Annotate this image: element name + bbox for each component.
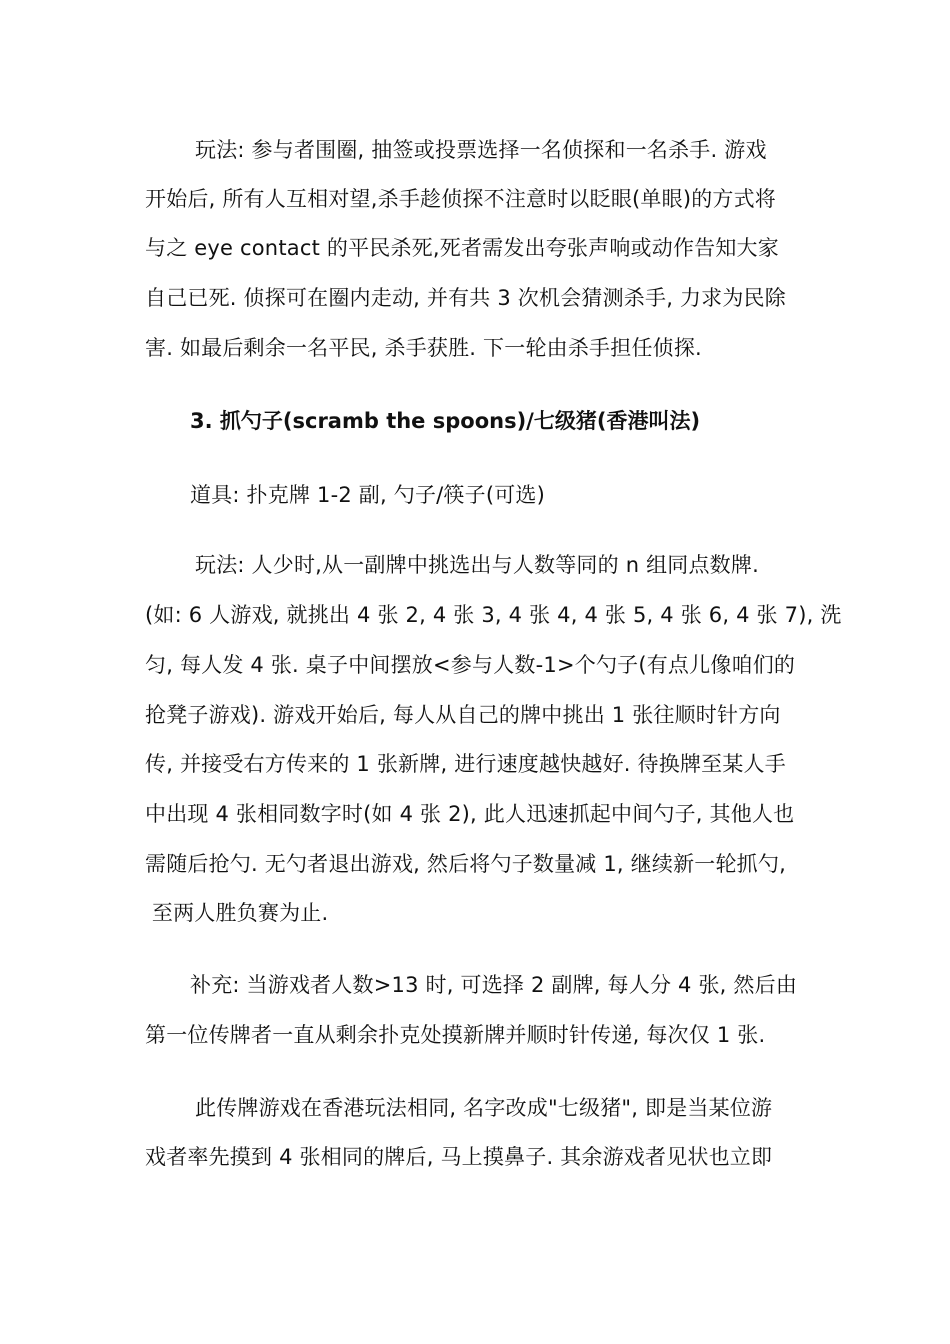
- paragraph-1-line-1: 玩法: 参与者围圈, 抽签或投票选择一名侦探和一名杀手. 游戏: [195, 138, 767, 162]
- section-heading: 3. 抓勺子(scramb the spoons)/七级猪(香港叫法): [190, 409, 701, 433]
- paragraph-1-line-5: 害. 如最后剩余一名平民, 杀手获胜. 下一轮由杀手担任侦探.: [145, 336, 702, 360]
- paragraph-5-line-2: 戏者率先摸到 4 张相同的牌后, 马上摸鼻子. 其余游戏者见状也立即: [145, 1145, 773, 1169]
- paragraph-3-line-7: 需随后抢勺. 无勺者退出游戏, 然后将勺子数量减 1, 继续新一轮抓勺,: [145, 852, 786, 876]
- paragraph-3-line-3: 匀, 每人发 4 张. 桌子中间摆放<参与人数-1>个勺子(有点儿像咱们的: [145, 653, 796, 677]
- paragraph-3-line-8: 至两人胜负赛为止.: [145, 901, 329, 925]
- paragraph-3-line-6: 中出现 4 张相同数字时(如 4 张 2), 此人迅速抓起中间勺子, 其他人也: [145, 802, 795, 826]
- paragraph-3-line-2: (如: 6 人游戏, 就挑出 4 张 2, 4 张 3, 4 张 4, 4 张 5, 4 张 6, 4 张 7), 洗: [145, 603, 842, 627]
- paragraph-1-line-4: 自己已死. 侦探可在圈内走动, 并有共 3 次机会猜测杀手, 力求为民除: [145, 286, 786, 310]
- paragraph-1-line-3: 与之 eye contact 的平民杀死,死者需发出夸张声响或动作告知大家: [145, 236, 779, 260]
- paragraph-5-line-1: 此传牌游戏在香港玩法相同, 名字改成"七级猪", 即是当某位游: [195, 1096, 773, 1120]
- paragraph-4-line-1: 补充: 当游戏者人数>13 时, 可选择 2 副牌, 每人分 4 张, 然后由: [190, 973, 798, 997]
- paragraph-3-line-5: 传, 并接受右方传来的 1 张新牌, 进行速度越快越好. 待换牌至某人手: [145, 752, 786, 776]
- paragraph-3-line-1: 玩法: 人少时,从一副牌中挑选出与人数等同的 n 组同点数牌.: [195, 553, 759, 577]
- props-line: 道具: 扑克牌 1-2 副, 勺子/筷子(可选): [190, 483, 546, 507]
- paragraph-3-line-4: 抢凳子游戏). 游戏开始后, 每人从自己的牌中挑出 1 张往顺时针方向: [145, 703, 781, 727]
- paragraph-1-line-2: 开始后, 所有人互相对望,杀手趁侦探不注意时以眨眼(单眼)的方式将: [145, 187, 777, 211]
- paragraph-4-line-2: 第一位传牌者一直从剩余扑克处摸新牌并顺时针传递, 每次仅 1 张.: [145, 1023, 766, 1047]
